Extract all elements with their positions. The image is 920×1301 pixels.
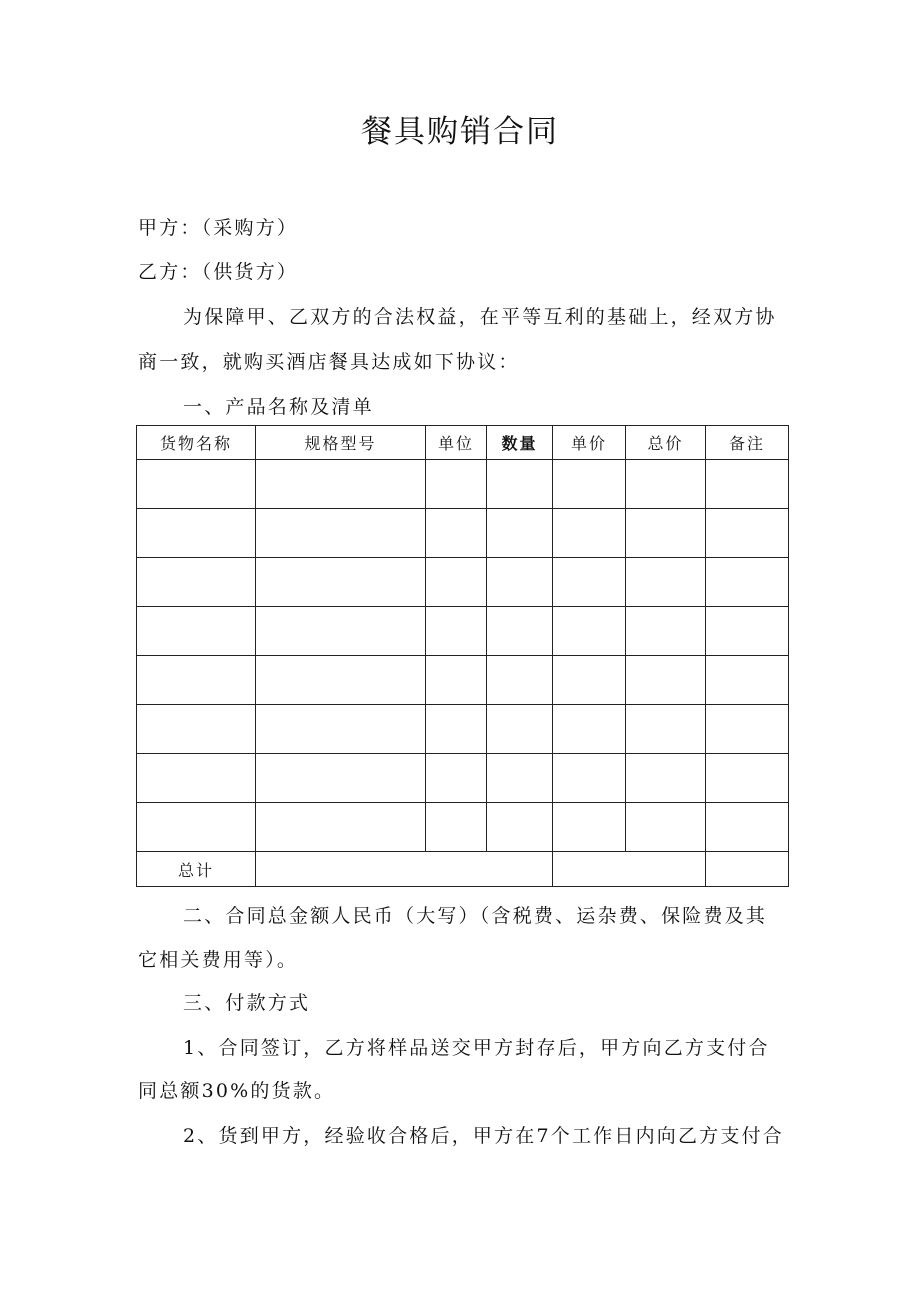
header-total-price: 总价 [626,426,706,460]
table-cell [706,705,789,754]
table-cell [553,754,626,803]
table-cell [553,460,626,509]
total-amount-cell [553,852,706,887]
table-cell [426,754,487,803]
table-cell [256,754,426,803]
total-label: 总计 [137,852,256,887]
document-title: 餐具购销合同 [361,114,559,150]
table-cell [256,509,426,558]
table-cell [626,754,706,803]
table-cell [553,607,626,656]
table-cell [487,509,553,558]
table-cell [706,509,789,558]
payment-item-1-line-1: 1、合同签订，乙方将样品送交甲方封存后，甲方向乙方支付合 [183,1037,770,1059]
table-cell [487,460,553,509]
section-1-heading: 一、产品名称及清单 [183,396,374,418]
table-cell [137,460,256,509]
table-cell [626,558,706,607]
table-cell [426,803,487,852]
total-merged-cell [256,852,553,887]
table-cell [426,656,487,705]
table-cell [626,656,706,705]
table-cell [426,460,487,509]
table-cell [137,803,256,852]
table-cell [553,705,626,754]
goods-table [136,425,789,887]
table-cell [426,558,487,607]
table-row [137,754,789,803]
table-cell [137,607,256,656]
table-cell [426,509,487,558]
table-cell [426,607,487,656]
table-cell [256,803,426,852]
table-cell [487,803,553,852]
table-cell [553,803,626,852]
table-cell [553,509,626,558]
table-cell [706,558,789,607]
table-header-row [137,426,789,460]
table-cell [487,754,553,803]
header-remarks: 备注 [706,426,789,460]
table-row [137,509,789,558]
table-cell [626,460,706,509]
table-cell [553,656,626,705]
payment-item-1-line-2: 同总额30%的货款。 [138,1080,336,1102]
party-b-line: 乙方：（供货方） [138,261,299,283]
header-goods-name: 货物名称 [137,426,256,460]
payment-item-2-line-1: 2、货到甲方，经验收合格后，甲方在7个工作日内向乙方支付合 [183,1125,784,1147]
table-cell [137,705,256,754]
intro-paragraph-line-2: 商一致，就购买酒店餐具达成如下协议： [138,351,520,373]
table-cell [706,656,789,705]
table-row [137,460,789,509]
header-unit-price: 单价 [553,426,626,460]
table-row [137,607,789,656]
table-cell [137,509,256,558]
table-cell [256,558,426,607]
table-row [137,803,789,852]
table-cell [256,460,426,509]
table-cell [426,705,487,754]
table-cell [553,558,626,607]
table-cell [626,607,706,656]
table-cell [626,705,706,754]
header-quantity: 数量 [487,426,553,460]
table-cell [706,754,789,803]
section-2-line-2: 它相关费用等）。 [138,949,299,971]
table-cell [487,705,553,754]
table-cell [256,705,426,754]
table-cell [487,607,553,656]
party-a-line: 甲方：（采购方） [138,217,299,239]
table-total-row [137,852,789,887]
table-cell [137,754,256,803]
header-spec-model: 规格型号 [256,426,426,460]
table-cell [256,607,426,656]
header-unit: 单位 [426,426,487,460]
table-cell [487,656,553,705]
table-cell [706,460,789,509]
table-cell [137,558,256,607]
table-cell [137,656,256,705]
table-row [137,656,789,705]
table-cell [706,803,789,852]
table-cell [626,803,706,852]
table-cell [487,558,553,607]
section-3-heading: 三、付款方式 [183,992,311,1014]
table-row [137,705,789,754]
table-cell [256,656,426,705]
table-cell [626,509,706,558]
section-2-line-1: 二、合同总金额人民币（大写）（含税费、运杂费、保险费及其 [183,905,768,927]
table-row [137,558,789,607]
total-remarks-cell [706,852,789,887]
table-cell [706,607,789,656]
intro-paragraph-line-1: 为保障甲、乙双方的合法权益，在平等互利的基础上，经双方协 [183,306,777,328]
